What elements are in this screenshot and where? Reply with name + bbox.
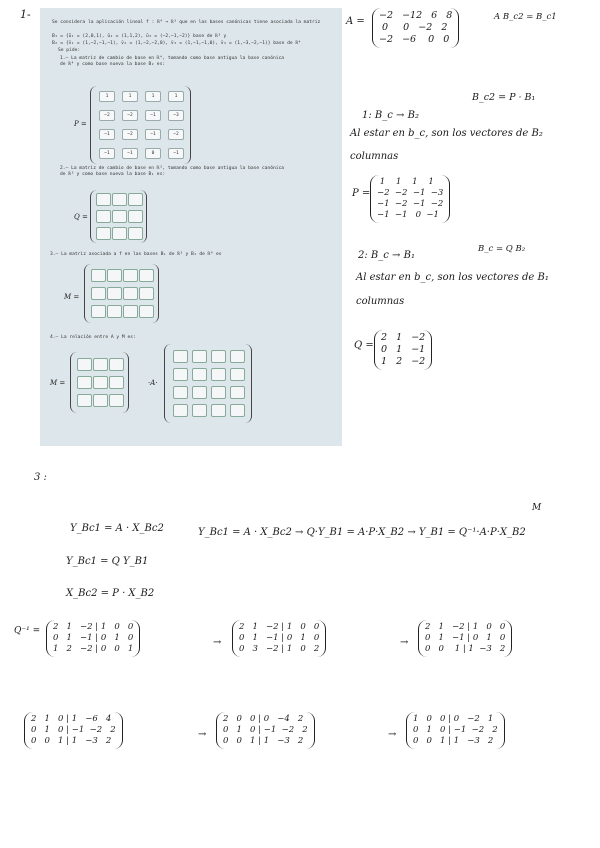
q-cell-input[interactable] [96,227,111,240]
rel-right-cell-input[interactable] [192,404,207,417]
p-cell[interactable]: 1 [99,91,115,102]
hand-p-row: −2 −2 −1 −3 [377,188,444,198]
p-matrix [90,86,191,164]
hand-step2-text: Al estar en b_c, son los vectores de B₁ [356,272,549,283]
hand-eq-3: X_Bc2 = P · X_B2 [66,588,155,599]
hand-a-row: 0 0 −2 2 [379,22,448,33]
rel-right-cell-input[interactable] [192,386,207,399]
hand-aug-row: 0 0 1 | 1 −3 2 [31,736,112,746]
hand-arrow: → [198,729,207,740]
relation-left-matrix [70,352,129,413]
rel-right-cell-input[interactable] [173,350,188,363]
p-cell[interactable]: 1 [145,91,161,102]
rel-left-cell-input[interactable] [109,394,124,407]
rel-left-cell-input[interactable] [77,376,92,389]
p-cell[interactable]: −1 [122,148,138,159]
hand-a-row: −2 −12 6 8 [379,10,453,21]
hand-eq-1: Y_Bc1 = A · X_Bc2 [70,523,164,534]
m2-label: M = [50,379,66,387]
m-cell-input[interactable] [123,305,138,318]
q-cell-input[interactable] [112,227,127,240]
question-3: 3.– La matriz asociada a f en las bases B₁ de ℝ³ y B₂ de ℝ⁴ es [50,252,222,257]
hand-a-relation: A B_c2 = B_c1 [494,12,557,22]
p-cell[interactable]: −2 [168,129,184,140]
p-label: P = [74,120,87,128]
q-cell-input[interactable] [128,193,143,206]
hand-a-matrix [372,8,459,48]
hand-bc-eq: B_c = Q B₂ [478,244,526,254]
hand-aug-row: 0 1 0 | −1 −2 2 [31,725,116,735]
hand-p-matrix [370,175,450,223]
hand-a-row: −2 −6 0 0 [379,34,450,45]
hand-step1-text: Al estar en b_c, son los vectores de B₂ [350,128,543,139]
rel-right-cell-input[interactable] [211,386,226,399]
hand-step2-columns: columnas [356,296,405,307]
rel-right-cell-input[interactable] [230,350,245,363]
rel-right-cell-input[interactable] [211,368,226,381]
hand-q-row: 2 1 −2 [381,332,426,343]
p-cell[interactable]: 1 [122,91,138,102]
rel-left-cell-input[interactable] [77,358,92,371]
hand-aug-row: 0 0 1 | 1 −3 2 [223,736,304,746]
m-cell-input[interactable] [107,305,122,318]
exercise-worksheet [40,8,342,446]
hand-aug-row: 0 1 −1 | 0 1 0 [239,633,320,643]
hand-q-row: 0 1 −1 [381,344,426,355]
hand-aug-row: 2 1 −2 | 1 0 0 [53,622,134,632]
m-cell-input[interactable] [107,269,122,282]
hand-aug-row: 1 0 0 | 0 −2 1 [413,714,494,724]
m-label: M = [64,293,80,301]
p-cell[interactable]: −3 [168,110,184,121]
hand-equation-chain: Y_Bc1 = A · X_Bc2 → Q·Y_B1 = A·P·X_B2 → Y_B1 = Q⁻¹·A·P·X_B2 [198,527,526,538]
hand-step1-columns: columnas [350,151,399,162]
p-cell[interactable]: −1 [99,148,115,159]
rel-right-cell-input[interactable] [173,368,188,381]
dot-a-label: ·A· [148,379,158,387]
hand-m-over-label: M [532,503,542,513]
m-cell-input[interactable] [107,287,122,300]
rel-right-cell-input[interactable] [230,368,245,381]
hand-p-row: 1 1 1 1 [377,177,434,187]
m-cell-input[interactable] [123,287,138,300]
hand-augmented-matrix-2 [232,620,326,657]
hand-arrow: → [388,729,397,740]
rel-right-cell-input[interactable] [173,386,188,399]
hand-p-row: −1 −1 0 −1 [377,210,439,220]
rel-right-cell-input[interactable] [230,386,245,399]
hand-aug-row: 2 1 0 | 1 −6 4 [31,714,112,724]
p-cell[interactable]: −1 [145,110,161,121]
m-cell-input[interactable] [91,269,106,282]
p-cell[interactable]: −2 [122,110,138,121]
p-cell[interactable]: −1 [168,148,184,159]
p-cell[interactable]: 0 [145,148,161,159]
question-2: 2.– La matriz de cambio de base en ℝ³, tomando como base antigua la base canónica de ℝ³ y como base nueva la base B₁ es: [60,166,285,177]
hand-q-row: 1 2 −2 [381,356,426,367]
m-cell-input[interactable] [91,287,106,300]
rel-left-cell-input[interactable] [93,394,108,407]
hand-bc2-eq: B_c2 = P · B₁ [472,92,536,103]
hand-aug-row: 2 1 −2 | 1 0 0 [425,622,506,632]
hand-step-2: 2: B_c → B₁ [358,250,415,261]
m-cell-input[interactable] [139,287,154,300]
rel-right-cell-input[interactable] [192,368,207,381]
hand-p-label: P = [352,188,371,199]
m-cell-input[interactable] [123,269,138,282]
m-cell-input[interactable] [139,305,154,318]
rel-right-cell-input[interactable] [211,404,226,417]
q-cell-input[interactable] [128,210,143,223]
hand-aug-row: 0 1 0 | −1 −2 2 [223,725,308,735]
rel-left-cell-input[interactable] [109,358,124,371]
hand-aug-row: 2 1 −2 | 1 0 0 [239,622,320,632]
hand-q-label: Q = [354,340,374,351]
hand-p-row: −1 −2 −1 −2 [377,199,444,209]
basis-b2: B₂ = {v̄₁ = (1,−2,−1,−1), v̄₂ = (1,−2,−2,0), v̄₃ = (1,−1,−1,0), v̄₄ = (1,−3,−2,−1)} base de ℝ⁴ [52,41,301,46]
q-cell-input[interactable] [112,193,127,206]
hand-aug-row: 0 0 1 | 1 −3 2 [425,644,506,654]
q-matrix-input [90,190,147,243]
m-cell-input[interactable] [139,269,154,282]
rel-left-cell-input[interactable] [77,394,92,407]
hand-eq-2: Y_Bc1 = Q Y_B1 [66,556,149,567]
hand-a-label: A = [346,16,365,27]
p-cell[interactable]: −2 [122,129,138,140]
hand-augmented-matrix-4 [24,712,123,749]
hand-aug-row: 0 0 1 | 1 −3 2 [413,736,494,746]
p-cell[interactable]: 1 [168,91,184,102]
hand-qinv-label: Q⁻¹ = [14,626,41,636]
hand-aug-row: 0 1 −1 | 0 1 0 [53,633,134,643]
hand-augmented-matrix-6 [406,712,505,749]
question-1: 1.– La matriz de cambio de base en ℝ⁴, tomando como base antigua la base canónica de ℝ⁴ y como base nueva la base B₂ es: [60,56,285,67]
p-cell[interactable]: −1 [99,129,115,140]
hand-augmented-matrix-3 [418,620,512,657]
rel-left-cell-input[interactable] [93,376,108,389]
relation-right-matrix [164,344,252,423]
hand-augmented-matrix-1 [46,620,140,657]
hand-aug-row: 0 3 −2 | 1 0 2 [239,644,320,654]
exercise-number: 1- [20,8,31,21]
hand-step-1: 1: B_c → B₂ [362,110,419,121]
p-cell[interactable]: −1 [145,129,161,140]
rel-right-cell-input[interactable] [192,350,207,363]
rel-left-cell-input[interactable] [109,376,124,389]
hand-aug-row: 0 1 0 | −1 −2 2 [413,725,498,735]
m-matrix-input [84,264,159,323]
m-cell-input[interactable] [91,305,106,318]
question-4: 4.– La relación entre A y M es: [50,335,136,340]
basis-b1: B₁ = {ū₁ = (2,0,1), ū₂ = (1,1,2), ū₃ = (−2,−1,−2)} base de ℝ³ y [52,34,227,39]
hand-aug-row: 2 0 0 | 0 −4 2 [223,714,304,724]
hand-step-3: 3 : [34,472,47,483]
hand-arrow: → [213,637,222,648]
q-cell-input[interactable] [96,210,111,223]
hand-aug-row: 1 2 −2 | 0 0 1 [53,644,134,654]
asked-label: Se pide: [58,48,81,53]
rel-right-cell-input[interactable] [173,404,188,417]
rel-right-cell-input[interactable] [230,404,245,417]
hand-aug-row: 0 1 −1 | 0 1 0 [425,633,506,643]
q-cell-input[interactable] [128,227,143,240]
p-cell[interactable]: −2 [99,110,115,121]
q-cell-input[interactable] [112,210,127,223]
hand-q-matrix [374,330,432,370]
rel-left-cell-input[interactable] [93,358,108,371]
problem-intro: Se considera la aplicación lineal f : ℝ⁴ → ℝ³ que en las bases canónicas tiene asociada la matriz [52,20,321,25]
rel-right-cell-input[interactable] [211,350,226,363]
q-label: Q = [74,213,88,221]
hand-augmented-matrix-5 [216,712,315,749]
q-cell-input[interactable] [96,193,111,206]
hand-arrow: → [400,637,409,648]
